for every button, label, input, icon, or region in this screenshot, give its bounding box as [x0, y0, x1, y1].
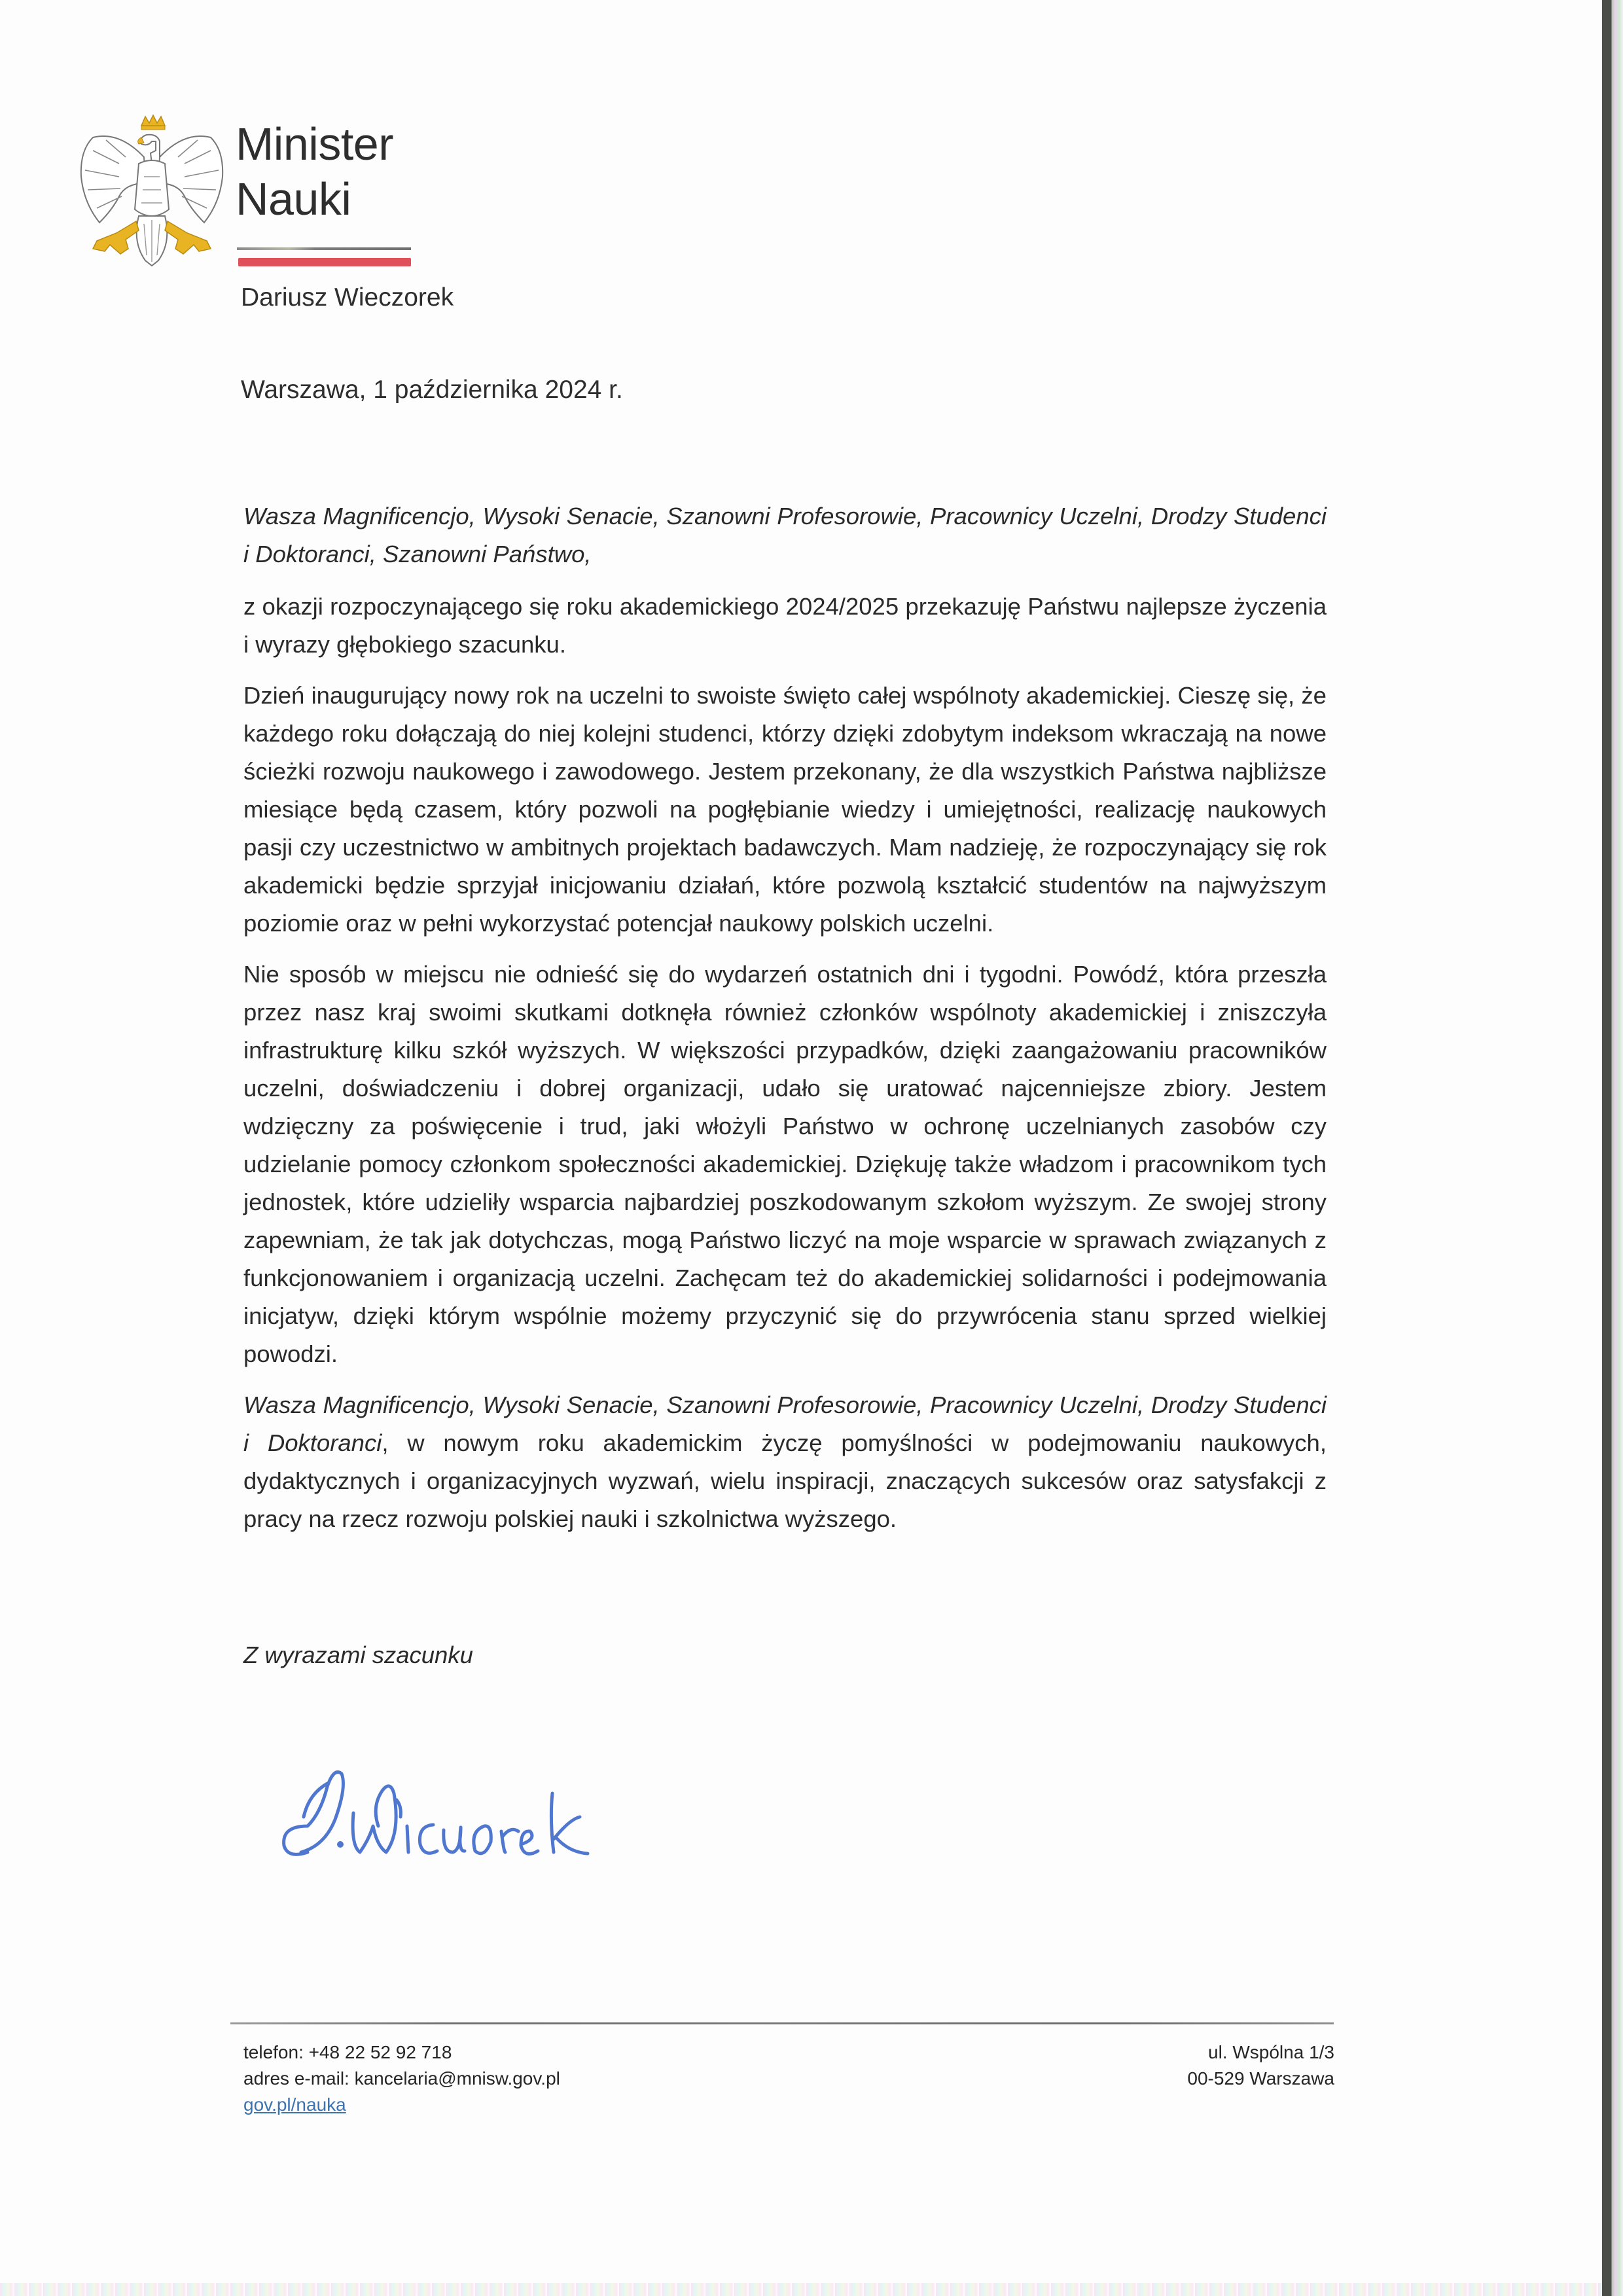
scan-edge-right: [1602, 0, 1623, 2296]
salutation: Wasza Magnificencjo, Wysoki Senacie, Szanowni Profesorowie, Pracownicy Uczelni, Drodzy Studenci i Doktoranci, Szanowni Państwo,: [243, 503, 1327, 567]
wishes-text: , w nowym roku akademickim życzę pomyślności w podejmowaniu naukowych, dydaktycznych i organizacyjnych wyzwań, wielu inspiracji, znaczących sukcesów oraz satysfakcji z pracy na rzecz rozwoju polskiej nauki i szkolnictwa wyższego.: [243, 1429, 1327, 1532]
brand-divider-red: [238, 258, 411, 266]
footer-phone: telefon: +48 22 52 92 718: [243, 2042, 452, 2062]
handwritten-signature-icon: [262, 1754, 628, 1872]
paragraph-greeting: z okazji rozpoczynającego się roku akademickiego 2024/2025 przekazuję Państwu najlepsze życzenia i wyrazy głębokiego szacunku.: [243, 593, 1327, 658]
footer-address-street: ul. Wspólna 1/3: [1208, 2042, 1334, 2062]
brand-title-line2: Nauki: [236, 173, 351, 224]
letter-body: [243, 497, 1327, 1551]
brand-title-line1: Minister: [236, 118, 394, 170]
footer-contact: [243, 2039, 560, 2118]
minister-name: Dariusz Wieczorek: [241, 283, 454, 312]
letter-date: Warszawa, 1 października 2024 r.: [241, 376, 623, 404]
scan-edge-bottom: [0, 2283, 1602, 2296]
footer-email: adres e-mail: kancelaria@mnisw.gov.pl: [243, 2068, 560, 2089]
footer-divider: [230, 2022, 1334, 2024]
wishes-address: Wasza Magnificencjo, Wysoki Senacie, Szanowni Profesorowie, Pracownicy Uczelni, Drodzy Studenci i Doktoranci: [243, 1391, 1327, 1456]
closing-phrase: Z wyrazami szacunku: [243, 1641, 473, 1668]
paragraph-wishes: [243, 1386, 1327, 1538]
footer-website-link[interactable]: gov.pl/nauka: [243, 2094, 346, 2115]
footer-address-city: 00-529 Warszawa: [1187, 2068, 1334, 2089]
paragraph-inauguration: Dzień inaugurujący nowy rok na uczelni to swoiste święto całej wspólnoty akademickiej. Cieszę się, że każdego roku dołączają do niej kolejni studenci, którzy dzięki zdobytym indeksom wkraczają na nowe ścieżki rozwoju naukowego i zawodowego. Jestem przekonany, że dla wszystkich Państwa najbliższe miesiące będą czasem, który pozwoli na pogłębianie wiedzy i umiejętności, realizację naukowych pasji czy uczestnictwo w ambitnych projektach badawczych. Mam nadzieję, że rozpoczynający się rok akademicki będzie sprzyjał inicjowaniu działań, które pozwolą kształcić studentów na najwyższym poziomie oraz w pełni wykorzystać potencjał naukowy polskich uczelni.: [243, 682, 1327, 937]
ministry-brand: [236, 117, 393, 226]
brand-divider-gray: [237, 247, 411, 250]
paragraph-flood: Nie sposób w miejscu nie odnieść się do wydarzeń ostatnich dni i tygodni. Powódź, która przeszła przez nasz kraj swoimi skutkami dotknęła również członków wspólnoty akademickiej i zniszczyła infrastrukturę kilku szkół wyższych. W większości przypadków, dzięki zaangażowaniu pracowników uczelni, doświadczeniu i dobrej organizacji, udało się uratować najcenniejsze zbiory. Jestem wdzięczny za poświęcenie i trud, jaki włożyli Państwo w ochronę uczelnianych zasobów czy udzielanie pomocy członkom społeczności akademickiej. Dziękuję także władzom i pracownikom tych jednostek, które udzieliły wsparcia najbardziej poszkodowanym szkołom wyższym. Ze swojej strony zapewniam, że tak jak dotychczas, mogą Państwo liczyć na moje wsparcie w sprawach związanych z funkcjonowaniem i organizacją uczelni. Zachęcam też do akademickiej solidarności i podejmowania inicjatyw, dzięki którym wspólnie możemy przyczynić się do przywrócenia stanu sprzed wielkiej powodzi.: [243, 961, 1327, 1367]
polish-eagle-emblem-icon: [73, 111, 230, 268]
footer-address: [1187, 2039, 1334, 2092]
